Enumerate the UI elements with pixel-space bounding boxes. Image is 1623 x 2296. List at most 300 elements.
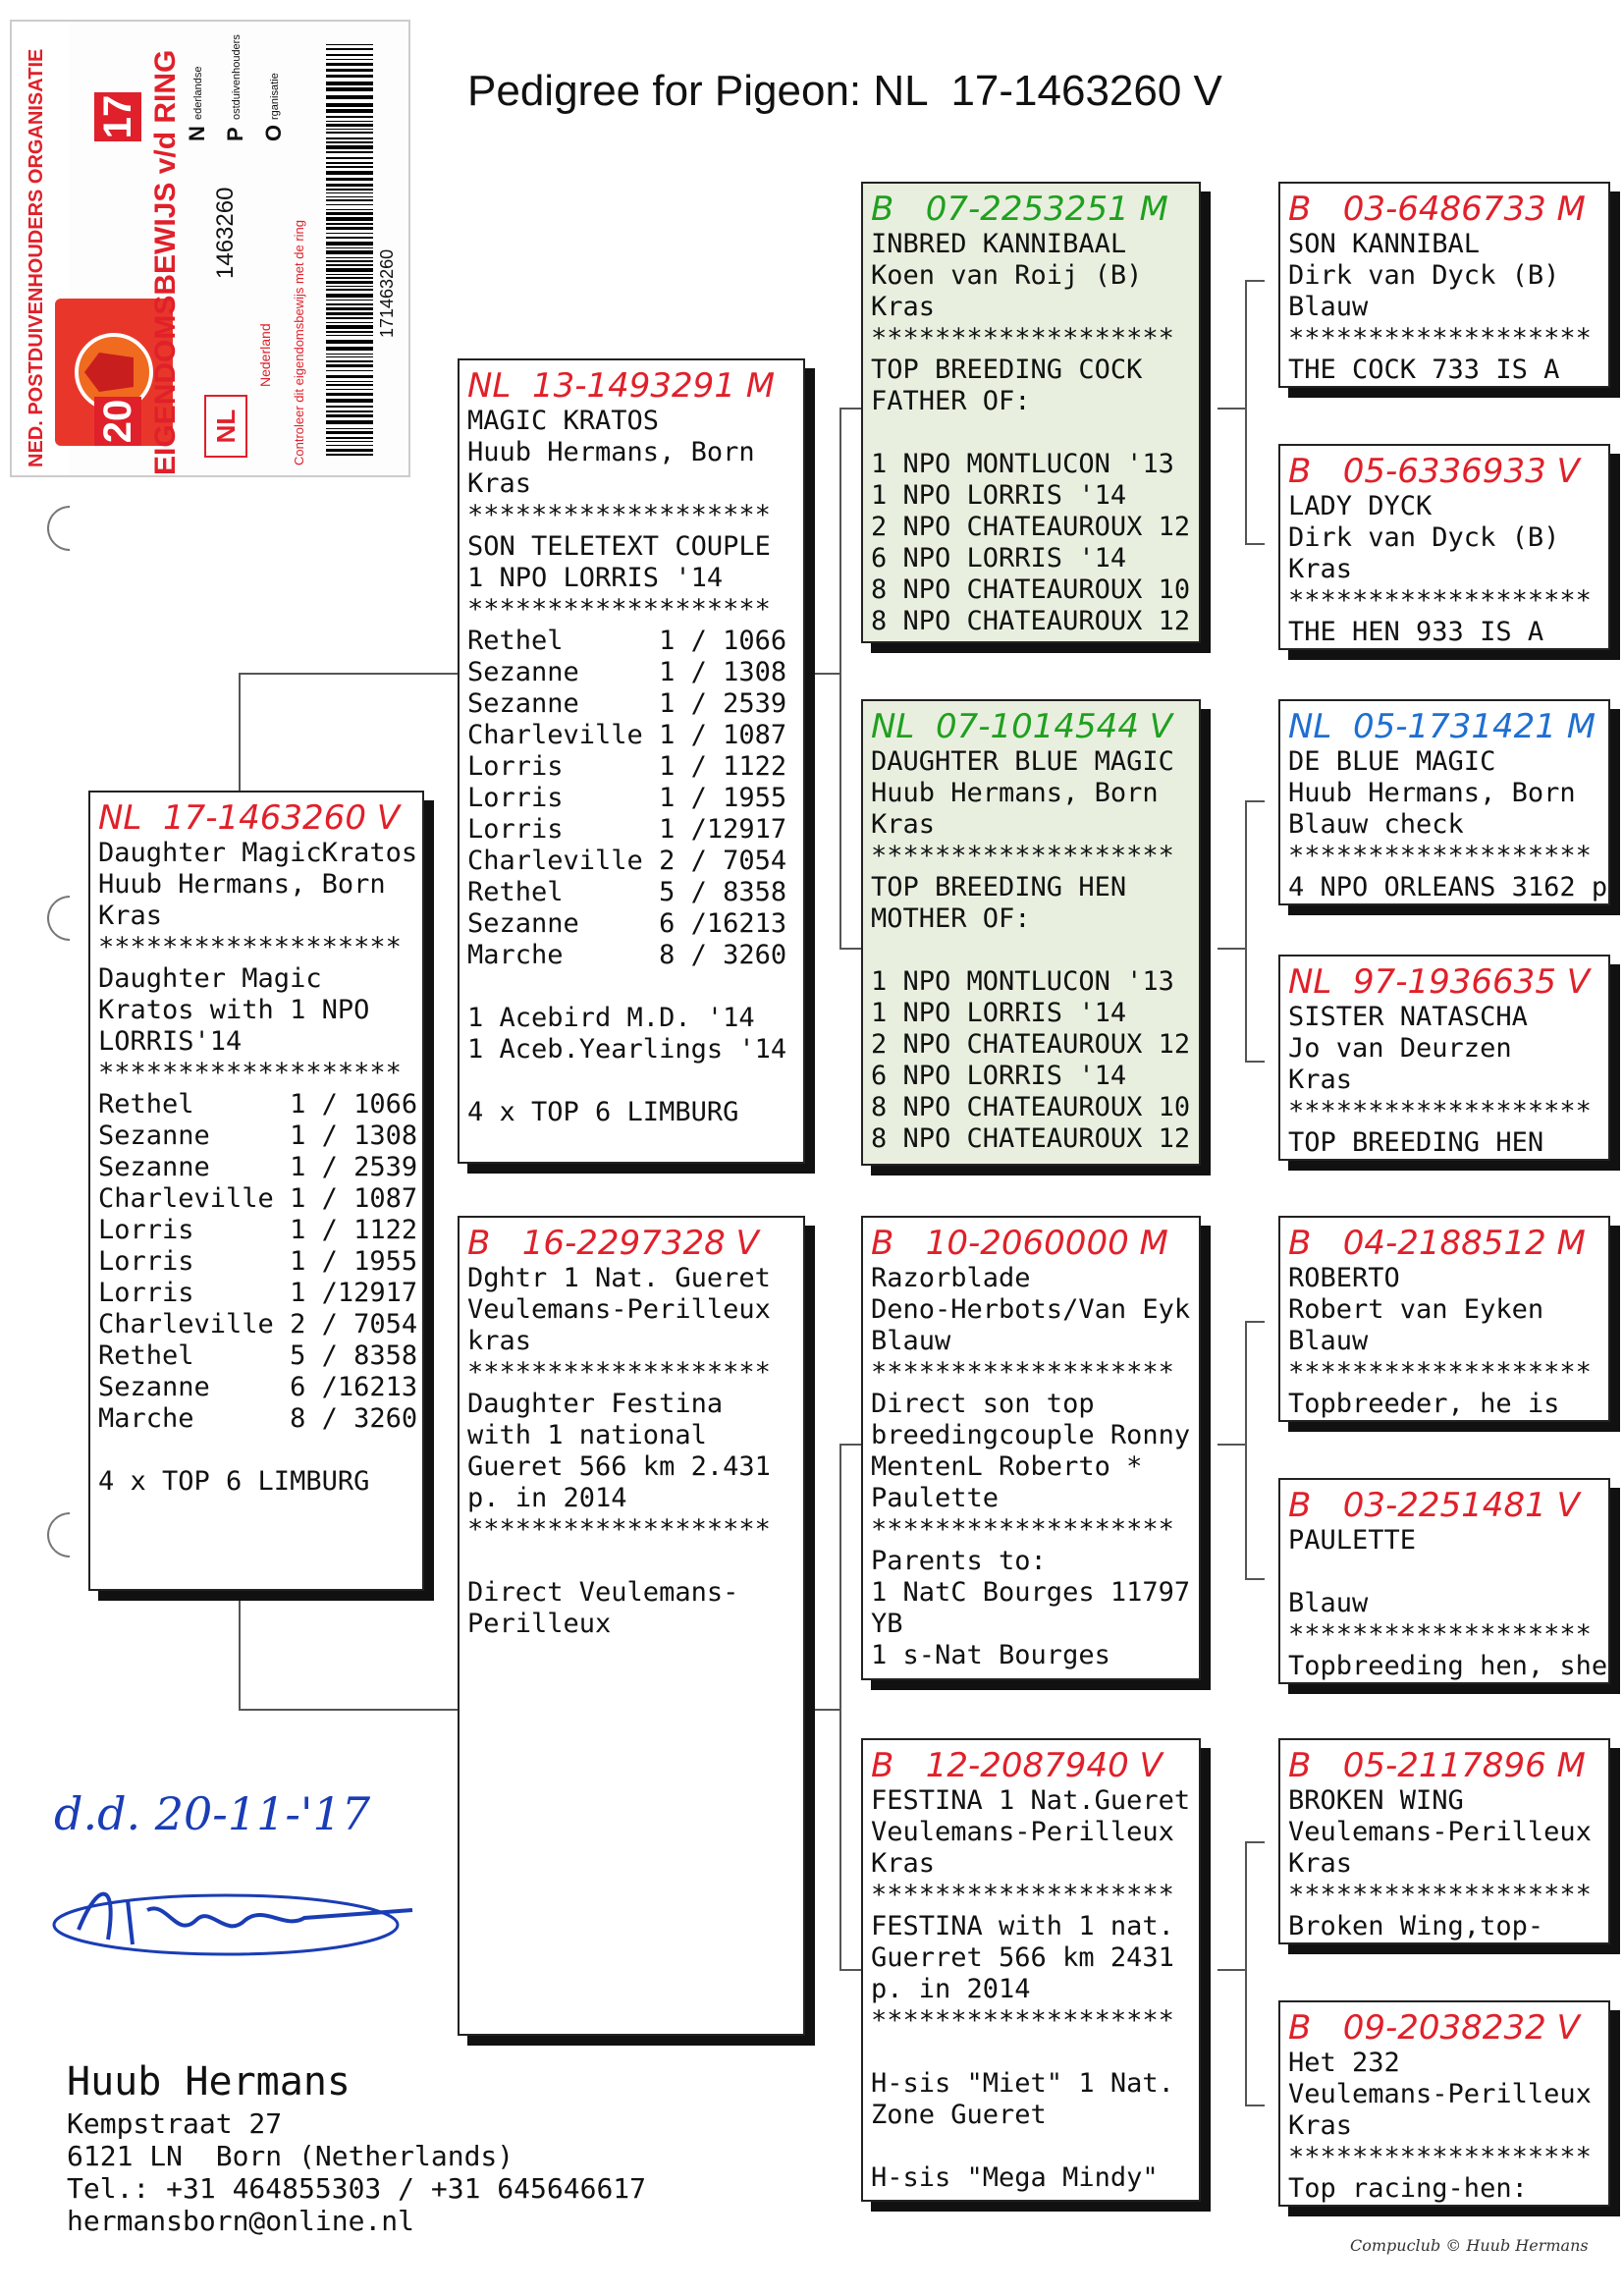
detail-line: PAULETTE [1288, 1525, 1417, 1556]
pigeon-details [1288, 1785, 1600, 1942]
detail-line: Lorris 1 / 1955 [98, 1246, 418, 1277]
great-grandparent-card [1278, 2000, 1610, 2207]
detail-line: Rethel 5 / 8358 [467, 877, 787, 907]
detail-line: Gueret 566 km 2.431 [467, 1451, 771, 1482]
connector-line [839, 408, 861, 410]
card-country-name: Nederland [257, 323, 273, 387]
detail-line: 2 NPO CHATEAUROUX 12 [871, 512, 1191, 542]
barcode-bar [326, 393, 373, 396]
owner-address [67, 2107, 646, 2237]
detail-line: THE COCK 733 IS A [1288, 355, 1560, 385]
detail-line: Broken Wing,top- [1288, 1911, 1544, 1941]
pigeon-details [1288, 1525, 1608, 1682]
barcode-bar [326, 227, 373, 230]
barcode-bar [326, 237, 373, 239]
detail-line: Charleville 1 / 1087 [467, 720, 787, 750]
grandsire-dam-side-card [861, 1216, 1201, 1680]
barcode-bar [326, 389, 373, 390]
detail-line: 8 NPO CHATEAUROUX 12 [871, 606, 1191, 636]
barcode-bar [326, 121, 373, 122]
barcode-bar [326, 312, 373, 315]
connector-line [805, 1709, 841, 1711]
detail-line: 1 NPO LORRIS '14 [467, 563, 724, 593]
detail-line: Huub Hermans, Born [98, 869, 386, 900]
detail-line [467, 1546, 795, 1577]
barcode-bar [326, 364, 373, 367]
detail-line: SON KANNIBAL [1288, 229, 1481, 259]
connector-line [1217, 948, 1247, 950]
detail-line: FESTINA 1 Nat.Gueret [871, 1785, 1191, 1816]
detail-line: BROKEN WING [1288, 1785, 1464, 1816]
barcode-bar [326, 124, 373, 127]
ring-number-header: B 05-2117896 M [1288, 1746, 1586, 1785]
detail-line: SON TELETEXT COUPLE [467, 531, 771, 562]
detail-line: Jo van Deurzen [1288, 1033, 1512, 1064]
detail-line: THE HEN 933 IS A [1288, 617, 1544, 647]
barcode-bar [326, 217, 373, 221]
pigeon-details [1288, 491, 1600, 648]
detail-line: Kras [1288, 1065, 1353, 1095]
detail-line: Kras [467, 468, 532, 499]
detail-line: LORRIS'14 [98, 1026, 243, 1057]
barcode-bar [326, 370, 373, 371]
detail-line: Robert van Eyken [1288, 1294, 1544, 1325]
address-line: Kempstraat 27 [67, 2107, 283, 2140]
detail-line: 4 x TOP 6 LIMBURG [467, 1097, 739, 1127]
detail-line: ******************* [1288, 585, 1592, 616]
barcode-bar [326, 260, 373, 262]
detail-line: ******************* [1288, 1096, 1592, 1126]
detail-line: INBRED KANNIBAAL [871, 229, 1127, 259]
detail-line: ******************* [871, 2005, 1174, 2036]
detail-line: FESTINA with 1 nat. [871, 1911, 1174, 1941]
detail-line: ******************* [871, 323, 1174, 354]
owner-name: Huub Hermans [67, 2059, 351, 2105]
detail-line: ******************* [1288, 841, 1592, 871]
detail-line: Kras [871, 1848, 936, 1879]
connector-line [1217, 408, 1247, 410]
barcode-bar [326, 59, 373, 60]
barcode-bar [326, 132, 373, 134]
barcode-bar [326, 116, 373, 118]
detail-line: 6 NPO LORRIS '14 [871, 1061, 1127, 1091]
pigeon-details [98, 838, 418, 1498]
address-line: 6121 LN Born (Netherlands) [67, 2140, 514, 2172]
detail-line: 1 NPO MONTLUCON '13 [871, 449, 1174, 479]
detail-line: ******************* [1288, 1880, 1592, 1910]
barcode-bar [326, 300, 373, 301]
npo-word: ederlandse [192, 66, 204, 120]
detail-line: ******************* [871, 1357, 1174, 1388]
handwritten-date: d.d. 20-11-'17 [54, 1787, 371, 1840]
pigeon-details [871, 229, 1191, 637]
detail-line: 4 x TOP 6 LIMBURG [98, 1466, 370, 1497]
detail-line: ******************* [98, 1058, 402, 1088]
barcode-bar [326, 184, 373, 187]
barcode-bar [326, 356, 373, 357]
barcode-bar [326, 242, 373, 246]
connector-line [1245, 1321, 1265, 1323]
detail-line: LADY DYCK [1288, 491, 1433, 521]
detail-line: Marche 8 / 3260 [467, 940, 787, 970]
punch-hole [37, 496, 101, 560]
connector-line [1245, 1061, 1265, 1063]
barcode-bar [326, 141, 373, 143]
detail-line: Lorris 1 / 1955 [467, 783, 787, 813]
detail-line: Lorris 1 /12917 [467, 814, 787, 845]
detail-line: YB [871, 1609, 903, 1639]
detail-line: TOP BREEDING HEN [871, 872, 1127, 902]
barcode-bar [326, 82, 373, 85]
barcode-bar [326, 69, 373, 72]
detail-line: Kras [1288, 2110, 1353, 2141]
detail-line: Kras [98, 901, 163, 931]
detail-line [98, 1435, 414, 1466]
barcode-bar [326, 137, 373, 139]
detail-line: Direct Veulemans- [467, 1577, 739, 1608]
detail-line: ******************* [1288, 1357, 1592, 1388]
detail-line: Huub Hermans, Born [1288, 778, 1576, 808]
detail-line: Blauw check [1288, 809, 1464, 840]
detail-line: Daughter Festina [467, 1389, 724, 1419]
connector-line [1245, 543, 1265, 545]
detail-line: Veulemans-Perilleux [1288, 2079, 1592, 2109]
detail-line: H-sis "Mega Mindy" [871, 2162, 1159, 2193]
detail-line: Direct son top [871, 1389, 1095, 1419]
barcode-bar [326, 209, 373, 210]
detail-line: H-sis "Miet" 1 Nat. [871, 2068, 1174, 2099]
connector-line [1245, 280, 1247, 543]
connector-line [1245, 1578, 1265, 1580]
connector-line [839, 1969, 861, 1971]
npo-letter: P [223, 127, 247, 141]
detail-line [467, 971, 795, 1003]
barcode-bar [326, 410, 373, 412]
great-grandparent-card [1278, 1216, 1610, 1422]
barcode-bar [326, 454, 373, 456]
connector-line [839, 1444, 841, 1969]
barcode-bar [326, 109, 373, 113]
barcode-bar [326, 449, 373, 452]
ring-number-header: NL 13-1493291 M [467, 366, 776, 406]
barcode-bar [326, 399, 373, 403]
detail-line [871, 2037, 1191, 2068]
barcode-bar [326, 294, 373, 298]
connector-line [1245, 800, 1247, 1061]
great-grandparent-card [1278, 1478, 1610, 1684]
detail-line: p. in 2014 [467, 1483, 627, 1513]
detail-line: FATHER OF: [871, 386, 1031, 416]
ring-number-header: B 12-2087940 V [871, 1746, 1163, 1785]
ring-number-header: NL 07-1014544 V [871, 707, 1173, 746]
great-grandparent-card [1278, 955, 1610, 1161]
page-title: Pedigree for Pigeon: NL 17-1463260 V [467, 67, 1222, 115]
detail-line: Razorblade [871, 1263, 1031, 1293]
detail-line: Dghtr 1 Nat. Gueret [467, 1263, 771, 1293]
detail-line [871, 417, 1191, 449]
barcode-bar [326, 250, 373, 254]
ring-number-header: NL 05-1731421 M [1288, 707, 1596, 746]
barcode-bar [326, 437, 373, 439]
barcode-bar [326, 277, 373, 279]
detail-line [871, 2131, 1191, 2162]
connector-line [1245, 2105, 1265, 2106]
detail-line: ******************* [1288, 2142, 1592, 2172]
phone-line: Tel.: +31 464855303 / +31 645646617 [67, 2172, 647, 2205]
detail-line: Koen van Roij (B) [871, 260, 1143, 291]
pigeon-details [1288, 1002, 1600, 1159]
detail-line: Kras [871, 292, 936, 322]
detail-line: Blauw [1288, 292, 1369, 322]
barcode-bar [326, 322, 373, 323]
detail-line: ******************* [1288, 323, 1592, 354]
pigeon-details [871, 1263, 1191, 1671]
barcode-bar [326, 129, 373, 130]
barcode-bar [326, 196, 373, 197]
detail-line: Zone Gueret [871, 2100, 1047, 2130]
detail-line: 8 NPO CHATEAUROUX 12 [871, 1123, 1191, 1154]
card-note: Controleer dit eigendomsbewijs met de ring [292, 219, 306, 465]
detail-line: with 1 national [467, 1420, 707, 1450]
barcode-bar [326, 289, 373, 291]
detail-line: DAUGHTER BLUE MAGIC [871, 746, 1174, 777]
detail-line: Guerret 566 km 2431 [871, 1942, 1174, 1973]
detail-line: Sezanne 1 / 1308 [467, 657, 787, 687]
year-part-a: 20 [94, 397, 141, 446]
detail-line: 6 NPO LORRIS '14 [871, 543, 1127, 574]
detail-line: TOP BREEDING COCK [871, 355, 1143, 385]
detail-line: DE BLUE MAGIC [1288, 746, 1496, 777]
detail-line: ******************* [467, 1357, 771, 1388]
barcode-bar [326, 63, 373, 66]
connector-line [1245, 1841, 1247, 2105]
barcode-bar [326, 441, 373, 442]
barcode-bar [326, 347, 373, 351]
barcode-bar [326, 145, 373, 149]
barcode-bar [326, 257, 373, 258]
barcode-bar [326, 325, 373, 329]
barcode-bar [326, 199, 373, 201]
detail-line: kras [467, 1326, 532, 1356]
barcode [326, 43, 373, 456]
detail-line: Topbreeding hen, she [1288, 1651, 1608, 1681]
pigeon-details [467, 406, 795, 1128]
connector-line [1245, 280, 1265, 282]
barcode-bar [326, 95, 373, 99]
card-doc-title: EIGENDOMSBEWIJS v/d RING [149, 49, 182, 475]
detail-line: ******************* [871, 1514, 1174, 1545]
detail-line: Deno-Herbots/Van Eyk [871, 1294, 1191, 1325]
detail-line: 1 Acebird M.D. '14 [467, 1003, 755, 1033]
detail-line: Sezanne 6 /16213 [98, 1372, 418, 1402]
great-grandparent-card [1278, 182, 1610, 388]
detail-line: SISTER NATASCHA [1288, 1002, 1528, 1032]
barcode-bar [326, 360, 373, 362]
detail-line: breedingcouple Ronny [871, 1420, 1191, 1450]
connector-line [1217, 1444, 1247, 1446]
detail-line: MAGIC KRATOS [467, 406, 660, 436]
ring-number-header: B 03-2251481 V [1288, 1486, 1580, 1525]
subject-pigeon-card [88, 791, 424, 1591]
ring-number-header: B 07-2253251 M [871, 190, 1168, 229]
detail-line: ******************* [871, 1880, 1174, 1910]
barcode-bar [326, 340, 373, 344]
detail-line: Sezanne 1 / 1308 [98, 1121, 418, 1151]
detail-line: 1 NPO MONTLUCON '13 [871, 966, 1174, 997]
detail-line: Het 232 [1288, 2048, 1400, 2078]
barcode-bar [326, 331, 373, 333]
detail-line: 1 NPO LORRIS '14 [871, 480, 1127, 511]
detail-line: 1 NPO LORRIS '14 [871, 998, 1127, 1028]
barcode-bar [326, 384, 373, 386]
barcode-bar [326, 166, 373, 168]
detail-line: ******************* [467, 1514, 771, 1545]
detail-line: ROBERTO [1288, 1263, 1400, 1293]
detail-line: ******************* [98, 932, 402, 962]
detail-line: Charleville 2 / 7054 [98, 1309, 418, 1339]
pigeon-details [871, 1785, 1191, 2194]
detail-line: ******************* [871, 841, 1174, 871]
barcode-bar [326, 212, 373, 215]
barcode-bar [326, 414, 373, 417]
detail-line: 4 NPO ORLEANS 3162 p [1288, 872, 1608, 902]
connector-line [839, 408, 841, 948]
connector-line [839, 948, 861, 950]
detail-line: Kratos with 1 NPO [98, 995, 370, 1025]
barcode-bar [326, 268, 373, 272]
email-line: hermansborn@online.nl [67, 2205, 415, 2237]
barcode-bar [326, 223, 373, 225]
npo-word: rganisatie [269, 73, 281, 120]
connector-line [1217, 1969, 1247, 1971]
barcode-bar [326, 307, 373, 310]
barcode-bar [326, 428, 373, 429]
barcode-bar [326, 87, 373, 91]
barcode-bar [326, 75, 373, 78]
barcode-bar [326, 204, 373, 205]
ring-number-header: NL 97-1936635 V [1288, 962, 1591, 1002]
detail-line: Kras [1288, 1848, 1353, 1879]
detail-line: MentenL Roberto * [871, 1451, 1143, 1482]
barcode-bar [326, 406, 373, 408]
barcode-bar [326, 381, 373, 382]
ring-number-header: B 05-6336933 V [1288, 452, 1580, 491]
connector-line [839, 1444, 861, 1446]
barcode-bar [326, 445, 373, 446]
detail-line: 8 NPO CHATEAUROUX 10 [871, 1092, 1191, 1122]
detail-line: 1 s-Nat Bourges [871, 1640, 1110, 1670]
detail-line: 2 NPO CHATEAUROUX 12 [871, 1029, 1191, 1060]
detail-line: Veulemans-Perilleux [467, 1294, 771, 1325]
detail-line: Sezanne 1 / 2539 [467, 688, 787, 719]
detail-line: 8 NPO CHATEAUROUX 10 [871, 574, 1191, 605]
barcode-bar [326, 192, 373, 193]
barcode-bar [326, 264, 373, 266]
card-org: NED. POSTDUIVENHOUDERS ORGANISATIE [26, 48, 47, 467]
barcode-bar [326, 431, 373, 434]
barcode-bar [326, 54, 373, 56]
detail-line: Blauw [1288, 1588, 1369, 1618]
great-grandparent-card [1278, 1738, 1610, 1944]
detail-line: Charleville 1 / 1087 [98, 1183, 418, 1214]
connector-line [239, 1709, 460, 1711]
detail-line [871, 935, 1191, 966]
detail-line: ******************* [467, 594, 771, 625]
sire-card [458, 358, 805, 1164]
detail-line [467, 1066, 795, 1097]
barcode-bar [326, 375, 373, 378]
detail-line: Rethel 1 / 1066 [467, 626, 787, 656]
barcode-number: 171463260 [377, 248, 397, 338]
detail-line: Blauw [871, 1326, 951, 1356]
detail-line: Topbreeder, he is [1288, 1389, 1560, 1419]
detail-line: Perilleux [467, 1609, 612, 1639]
detail-line: MOTHER OF: [871, 903, 1031, 934]
detail-line: Blauw [1288, 1326, 1369, 1356]
detail-line: Top racing-hen: [1288, 2173, 1528, 2204]
barcode-bar [326, 189, 373, 191]
pigeon-details [1288, 2048, 1600, 2205]
card-ring-number: 1463260 [212, 187, 239, 279]
detail-line: Lorris 1 /12917 [98, 1278, 418, 1308]
npo-letter: O [261, 124, 286, 141]
detail-line: Dirk van Dyck (B) [1288, 260, 1560, 291]
footer-credit: Compuclub © Huub Hermans [1350, 2236, 1589, 2255]
connector-line [239, 673, 460, 675]
barcode-bar [326, 335, 373, 336]
detail-line: Rethel 5 / 8358 [98, 1340, 418, 1371]
detail-line: Rethel 1 / 1066 [98, 1089, 418, 1120]
connector-line [1245, 1841, 1265, 1843]
detail-line: Charleville 2 / 7054 [467, 846, 787, 876]
great-grandparent-card [1278, 444, 1610, 650]
detail-line: Parents to: [871, 1546, 1047, 1576]
detail-line: Kras [871, 809, 936, 840]
barcode-bar [326, 317, 373, 319]
detail-line: Marche 8 / 3260 [98, 1403, 418, 1434]
pigeon-details [467, 1263, 795, 1640]
detail-line: Sezanne 6 /16213 [467, 908, 787, 939]
ring-number-header: B 16-2297328 V [467, 1224, 759, 1263]
barcode-bar [326, 151, 373, 153]
barcode-bar [326, 171, 373, 175]
detail-line: Daughter Magic [98, 963, 322, 994]
detail-line: ******************* [467, 500, 771, 530]
granddam-dam-side-card [861, 1738, 1201, 2202]
detail-line: Veulemans-Perilleux [1288, 1817, 1592, 1847]
detail-line: TOP BREEDING HEN [1288, 1127, 1544, 1158]
ring-number-header: B 09-2038232 V [1288, 2008, 1580, 2048]
detail-line: ******************* [1288, 1619, 1592, 1650]
signature [39, 1871, 432, 1979]
detail-line: Huub Hermans, Born [871, 778, 1159, 808]
detail-line: Huub Hermans, Born [467, 437, 755, 467]
detail-line: Daughter MagicKratos [98, 838, 418, 868]
detail-line: Kras [1288, 554, 1353, 584]
granddam-sire-side-card [861, 699, 1201, 1166]
detail-line: Sezanne 1 / 2539 [98, 1152, 418, 1182]
connector-line [1245, 800, 1265, 802]
dam-card [458, 1216, 805, 2036]
barcode-bar [326, 103, 373, 107]
barcode-bar [326, 48, 373, 50]
barcode-bar [326, 247, 373, 248]
detail-line: Dirk van Dyck (B) [1288, 522, 1560, 553]
barcode-bar [326, 157, 373, 159]
pigeon-details [1288, 746, 1608, 903]
ring-number-header: B 10-2060000 M [871, 1224, 1168, 1263]
detail-line: Lorris 1 / 1122 [467, 751, 787, 782]
